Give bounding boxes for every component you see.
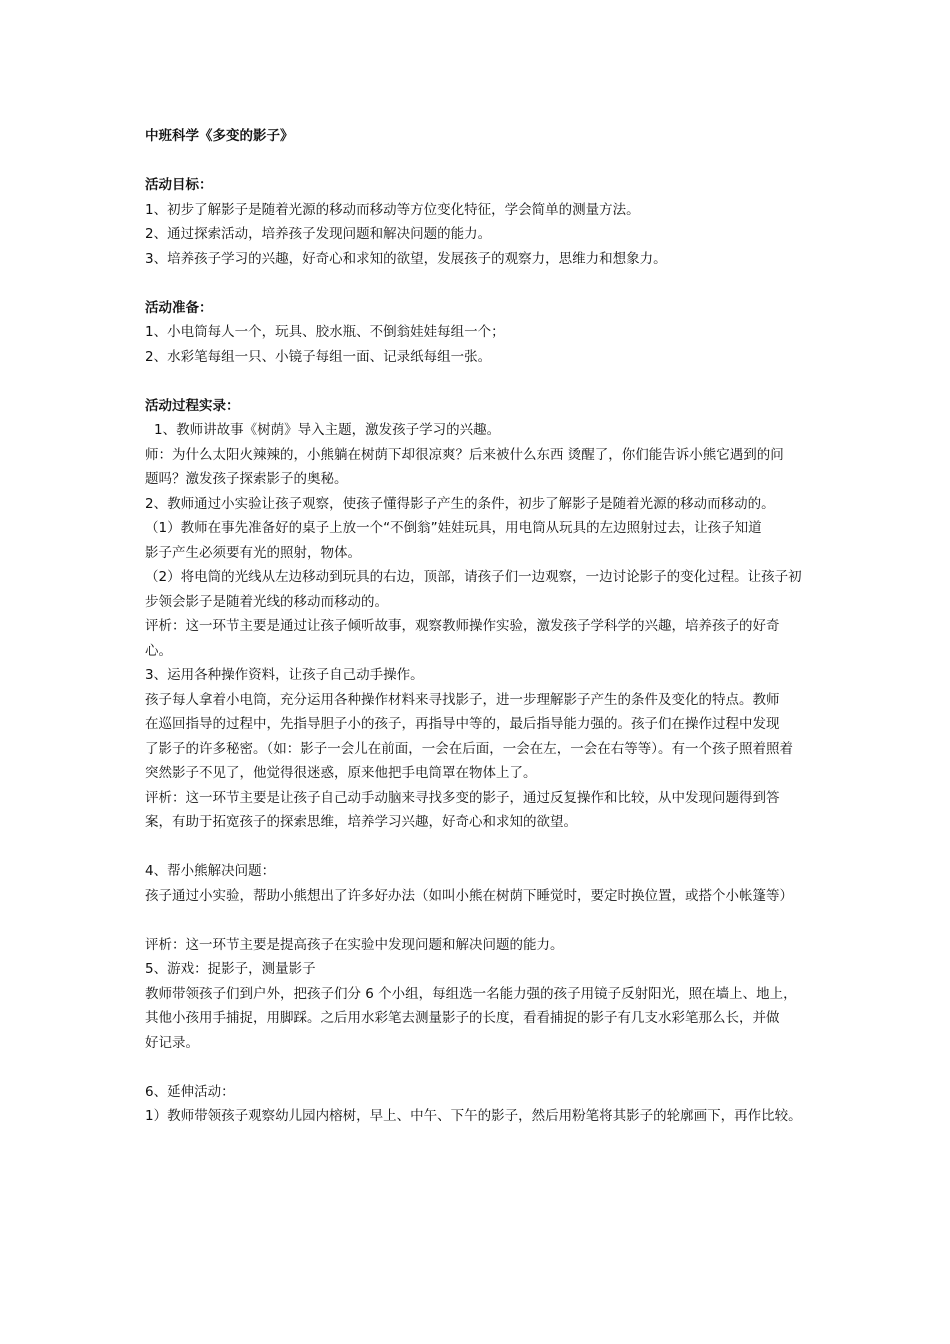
spacer bbox=[145, 835, 810, 860]
step5-line: 其他小孩用手捕捉，用脚踩。之后用水彩笔去测量影子的长度，看看捕捉的影子有几支水彩笔那么长，并做 bbox=[145, 1010, 780, 1026]
prep-heading: 活动准备： bbox=[145, 299, 213, 316]
step5-heading: 5、游戏：捉影子，测量影子 bbox=[145, 961, 316, 977]
spacer bbox=[145, 149, 810, 174]
goal-item: 2、通过探索活动，培养孩子发现问题和解决问题的能力。 bbox=[145, 226, 492, 242]
process-line: 2、教师通过小实验让孩子观察，使孩子懂得影子产生的条件，初步了解影子是随着光源的移动而移动的。 bbox=[145, 495, 775, 512]
goal-item: 1、初步了解影子是随着光源的移动而移动等方位变化特征，学会简单的测量方法。 bbox=[145, 201, 640, 218]
spacer bbox=[145, 908, 810, 933]
step6-heading: 6、延伸活动： bbox=[145, 1083, 235, 1100]
process-line: 了影子的许多秘密。（如：影子一会儿在前面，一会在后面，一会在左，一会在右等等）。有一个孩子照着照着 bbox=[145, 740, 793, 757]
process-line: 心。 bbox=[145, 642, 172, 659]
process-line: （1）教师在事先准备好的桌子上放一个“不倒翁”娃娃玩具，用电筒从玩具的左边照射过去，让孩子知道 bbox=[145, 520, 762, 536]
process-line: 3、运用各种操作资料，让孩子自己动手操作。 bbox=[145, 667, 424, 683]
goal-item: 3、培养孩子学习的兴趣，好奇心和求知的欲望，发展孩子的观察力，思维力和想象力。 bbox=[145, 250, 667, 267]
spacer bbox=[145, 369, 810, 394]
prep-item: 1、小电筒每人一个，玩具、胶水瓶、不倒翁娃娃每组一个； bbox=[145, 324, 505, 340]
step5-line: 好记录。 bbox=[145, 1034, 199, 1051]
document-page bbox=[145, 124, 810, 1129]
step5-line: 评析：这一环节主要是提高孩子在实验中发现问题和解决问题的能力。 bbox=[145, 936, 564, 953]
process-line: （2）将电筒的光线从左边移动到玩具的右边，顶部，请孩子们一边观察，一边讨论影子的变化过程。让孩子初 bbox=[145, 569, 802, 585]
process-line: 案，有助于拓宽孩子的探索思维，培养学习兴趣，好奇心和求知的欲望。 bbox=[145, 814, 577, 830]
goals-heading: 活动目标： bbox=[145, 177, 213, 193]
process-line: 突然影子不见了，他觉得很迷惑，原来他把手电筒罩在物体上了。 bbox=[145, 765, 537, 781]
step6-line: 1）教师带领孩子观察幼儿园内榕树，早上、中午、下午的影子，然后用粉笔将其影子的轮廓画下，再作比较。 bbox=[145, 1108, 802, 1124]
process-line: 评析：这一环节主要是让孩子自己动手动脑来寻找多变的影子，通过反复操作和比较，从中发现问题得到答 bbox=[145, 789, 780, 806]
spacer bbox=[145, 1055, 810, 1080]
process-line: 评析：这一环节主要是通过让孩子倾听故事，观察教师操作实验，激发孩子学科学的兴趣，培养孩子的好奇 bbox=[145, 618, 780, 634]
process-line: 题吗？激发孩子探索影子的奥秘。 bbox=[145, 471, 348, 487]
prep-item: 2、水彩笔每组一只、小镜子每组一面、记录纸每组一张。 bbox=[145, 348, 492, 365]
process-line: 在巡回指导的过程中，先指导胆子小的孩子，再指导中等的，最后指导能力强的。孩子们在操作过程中发现 bbox=[145, 716, 780, 732]
document-title: 中班科学《多变的影子》 bbox=[145, 128, 294, 144]
process-line: 影子产生必须要有光的照射，物体。 bbox=[145, 544, 361, 561]
process-line: 师：为什么太阳火辣辣的，小熊躺在树荫下却很凉爽？后来被什么东西 烫醒了，你们能告诉小熊它遇到的问 bbox=[145, 446, 784, 463]
process-line: 孩子每人拿着小电筒，充分运用各种操作材料来寻找影子，进一步理解影子产生的条件及变化的特点。教师 bbox=[145, 691, 780, 708]
process-line: 步领会影子是随着光线的移动而移动的。 bbox=[145, 593, 388, 610]
spacer bbox=[145, 271, 810, 296]
step5-line: 教师带领孩子们到户外，把孩子们分 6 个小组，每组选一名能力强的孩子用镜子反射阳光，照在墙上、地上， bbox=[145, 985, 797, 1002]
process-heading: 活动过程实录： bbox=[145, 397, 240, 414]
step4-line: 孩子通过小实验，帮助小熊想出了许多好办法（如叫小熊在树荫下睡觉时，要定时换位置，或搭个小帐篷等） bbox=[145, 887, 793, 904]
process-line: 1、教师讲故事《树荫》导入主题，激发孩子学习的兴趣。 bbox=[154, 422, 501, 438]
step4-heading: 4、帮小熊解决问题： bbox=[145, 863, 276, 879]
